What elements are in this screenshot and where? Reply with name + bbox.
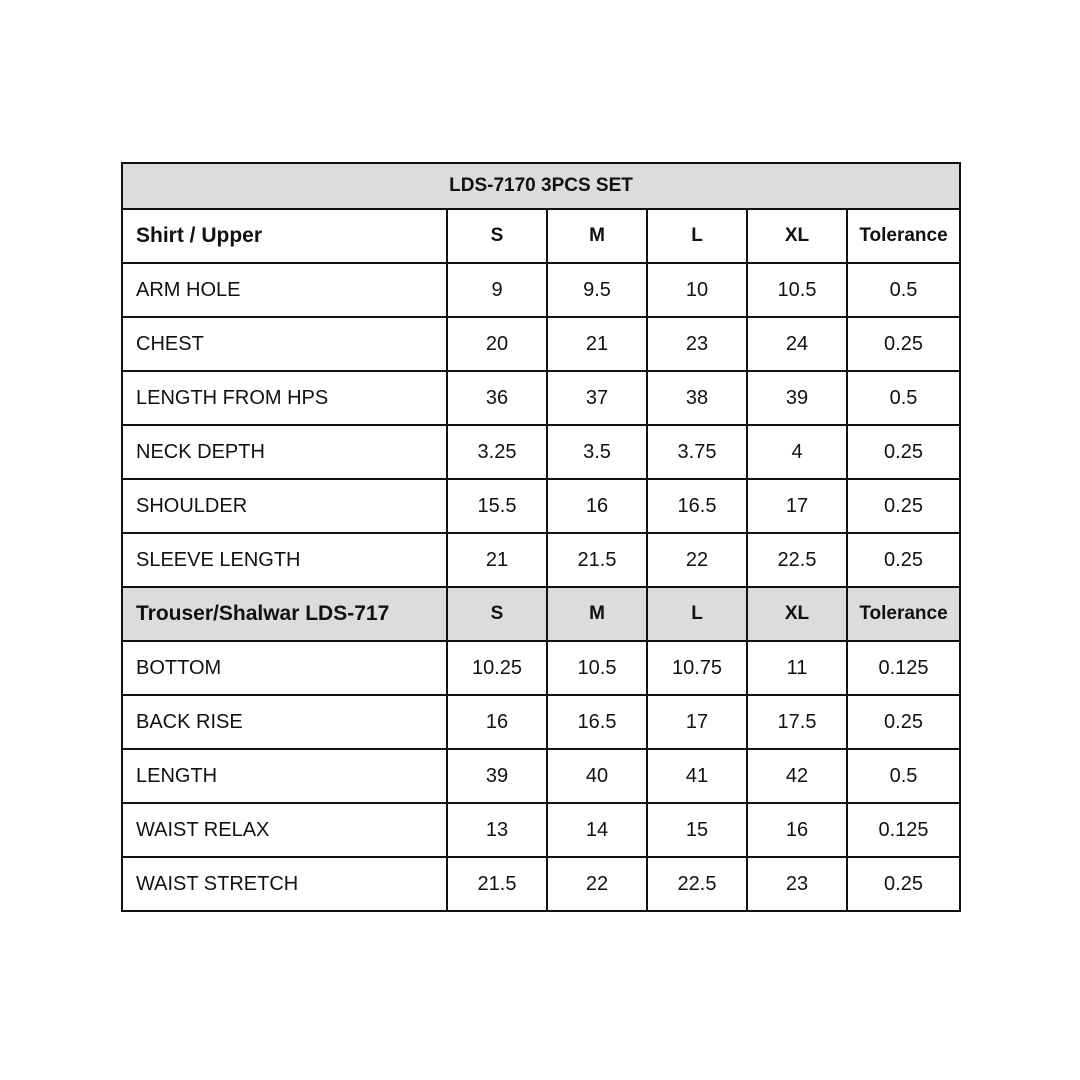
trouser-header-row — [122, 587, 960, 641]
size-header-l: L — [647, 209, 747, 263]
cell-m: 21.5 — [547, 533, 647, 587]
row-label: SHOULDER — [122, 479, 447, 533]
cell-m: 10.5 — [547, 641, 647, 695]
row-label: WAIST STRETCH — [122, 857, 447, 911]
cell-l: 16.5 — [647, 479, 747, 533]
row-label: CHEST — [122, 317, 447, 371]
cell-s: 9 — [447, 263, 547, 317]
cell-l: 3.75 — [647, 425, 747, 479]
table-row — [122, 749, 960, 803]
cell-xl: 23 — [747, 857, 847, 911]
cell-tolerance: 0.125 — [847, 803, 960, 857]
cell-s: 16 — [447, 695, 547, 749]
cell-l: 38 — [647, 371, 747, 425]
cell-m: 9.5 — [547, 263, 647, 317]
cell-tolerance: 0.5 — [847, 263, 960, 317]
cell-s: 36 — [447, 371, 547, 425]
row-label: BOTTOM — [122, 641, 447, 695]
cell-l: 10 — [647, 263, 747, 317]
table-row — [122, 263, 960, 317]
cell-s: 21 — [447, 533, 547, 587]
cell-tolerance: 0.25 — [847, 425, 960, 479]
cell-m: 21 — [547, 317, 647, 371]
cell-tolerance: 0.25 — [847, 317, 960, 371]
cell-m: 14 — [547, 803, 647, 857]
table-row — [122, 803, 960, 857]
size-header-xl: XL — [747, 209, 847, 263]
table-row — [122, 641, 960, 695]
cell-xl: 24 — [747, 317, 847, 371]
cell-l: 22 — [647, 533, 747, 587]
row-label: SLEEVE LENGTH — [122, 533, 447, 587]
cell-tolerance: 0.25 — [847, 695, 960, 749]
row-label: LENGTH FROM HPS — [122, 371, 447, 425]
cell-xl: 4 — [747, 425, 847, 479]
cell-m: 3.5 — [547, 425, 647, 479]
cell-m: 40 — [547, 749, 647, 803]
tolerance-header: Tolerance — [847, 587, 960, 641]
row-label: BACK RISE — [122, 695, 447, 749]
cell-xl: 22.5 — [747, 533, 847, 587]
shirt-section-label: Shirt / Upper — [122, 209, 447, 263]
cell-xl: 17 — [747, 479, 847, 533]
cell-l: 23 — [647, 317, 747, 371]
table-row — [122, 857, 960, 911]
cell-s: 39 — [447, 749, 547, 803]
cell-m: 16.5 — [547, 695, 647, 749]
tolerance-header: Tolerance — [847, 209, 960, 263]
table-row — [122, 695, 960, 749]
cell-tolerance: 0.5 — [847, 749, 960, 803]
size-header-xl: XL — [747, 587, 847, 641]
cell-l: 10.75 — [647, 641, 747, 695]
cell-tolerance: 0.25 — [847, 857, 960, 911]
size-header-m: M — [547, 209, 647, 263]
row-label: ARM HOLE — [122, 263, 447, 317]
cell-s: 10.25 — [447, 641, 547, 695]
row-label: WAIST RELAX — [122, 803, 447, 857]
table-row — [122, 533, 960, 587]
cell-s: 15.5 — [447, 479, 547, 533]
cell-tolerance: 0.125 — [847, 641, 960, 695]
cell-l: 17 — [647, 695, 747, 749]
cell-xl: 39 — [747, 371, 847, 425]
cell-xl: 17.5 — [747, 695, 847, 749]
cell-tolerance: 0.25 — [847, 479, 960, 533]
cell-l: 22.5 — [647, 857, 747, 911]
table-title-row — [122, 163, 960, 209]
table-row — [122, 479, 960, 533]
shirt-header-row — [122, 209, 960, 263]
cell-s: 13 — [447, 803, 547, 857]
cell-s: 20 — [447, 317, 547, 371]
cell-m: 22 — [547, 857, 647, 911]
cell-m: 16 — [547, 479, 647, 533]
size-header-s: S — [447, 209, 547, 263]
table-row — [122, 425, 960, 479]
cell-xl: 10.5 — [747, 263, 847, 317]
table-row — [122, 371, 960, 425]
cell-l: 41 — [647, 749, 747, 803]
size-header-s: S — [447, 587, 547, 641]
row-label: NECK DEPTH — [122, 425, 447, 479]
size-header-l: L — [647, 587, 747, 641]
cell-s: 21.5 — [447, 857, 547, 911]
cell-xl: 42 — [747, 749, 847, 803]
cell-tolerance: 0.5 — [847, 371, 960, 425]
cell-xl: 16 — [747, 803, 847, 857]
trouser-section-label: Trouser/Shalwar LDS-717 — [122, 587, 447, 641]
size-chart-table — [121, 162, 961, 912]
table-row — [122, 317, 960, 371]
cell-m: 37 — [547, 371, 647, 425]
table-title: LDS-7170 3PCS SET — [122, 163, 960, 209]
cell-l: 15 — [647, 803, 747, 857]
size-header-m: M — [547, 587, 647, 641]
cell-tolerance: 0.25 — [847, 533, 960, 587]
cell-xl: 11 — [747, 641, 847, 695]
row-label: LENGTH — [122, 749, 447, 803]
cell-s: 3.25 — [447, 425, 547, 479]
